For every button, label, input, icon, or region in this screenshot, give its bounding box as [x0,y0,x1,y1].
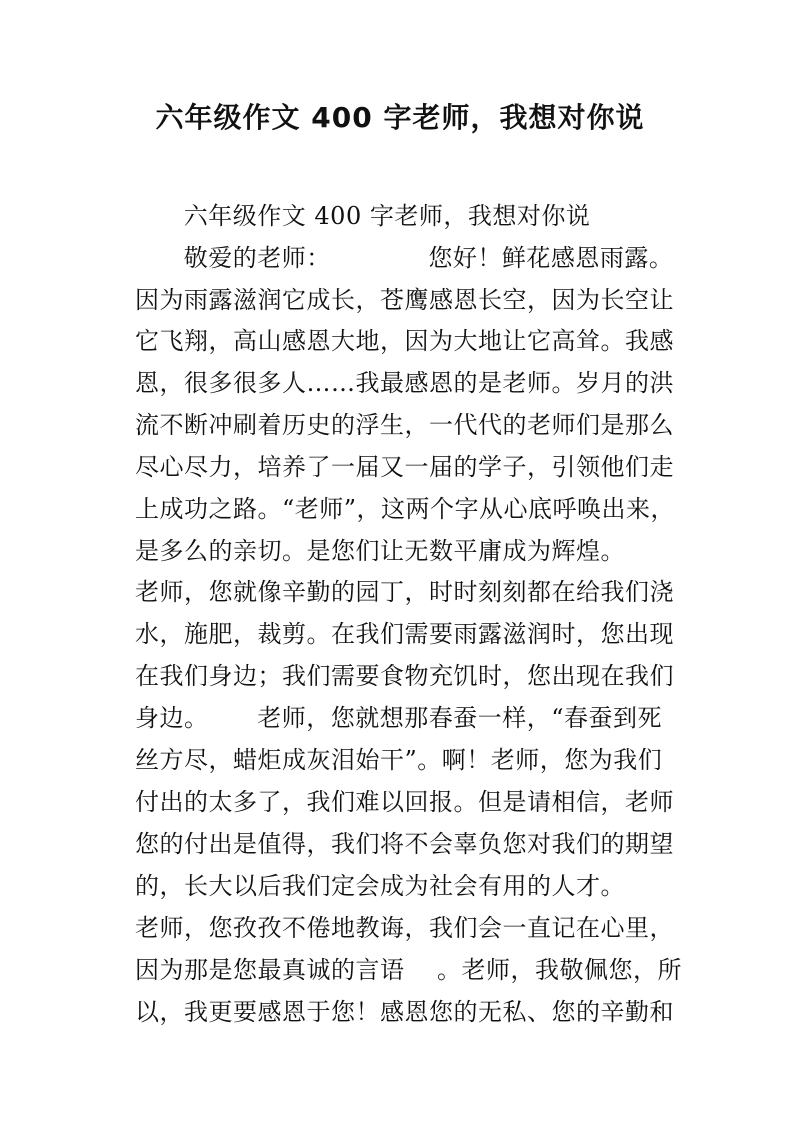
text-line: 老师，您就像辛勤的园丁，时时刻刻都在给我们浇 [135,578,674,606]
text-line: 以，我更要感恩于您！感恩您的无私、您的辛勤和 [135,998,674,1026]
text-line: 六年级作文 400 字老师，我想对你说 [135,202,591,230]
text-line: 它飞翔，高山感恩大地，因为大地让它高耸。我感 [135,327,674,355]
text-line: 因为那是您最真诚的言语 。老师，我敬佩您，所 [135,956,683,984]
text-line: 水，施肥，裁剪。在我们需要雨露滋润时，您出现 [135,620,674,648]
text-line: 的，长大以后我们定会成为社会有用的人才。 [135,872,625,900]
text-line: 流不断冲刷着历史的浮生，一代代的老师们是那么 [135,411,674,439]
text-line: 付出的太多了，我们难以回报。但是请相信，老师 [135,788,674,816]
text-line: 老师，您孜孜不倦地教诲，我们会一直记在心里， [135,914,674,942]
text-line: 丝方尽，蜡炬成灰泪始干”。啊！老师，您为我们 [135,746,663,774]
text-line: 上成功之路。“老师”，这两个字从心底呼唤出来， [135,495,676,523]
text-line: 恩，很多很多人……我最感恩的是老师。岁月的洪 [135,369,674,397]
text-line: 尽心尽力，培养了一届又一届的学子，引领他们走 [135,453,674,481]
text-line: 因为雨露滋润它成长，苍鹰感恩长空，因为长空让 [135,286,674,314]
document-title: 六年级作文 400 字老师，我想对你说 [155,101,645,134]
text-line: 敬爱的老师： 您好！鲜花感恩雨露。 [135,244,674,272]
text-line: 是多么的亲切。是您们让无数平庸成为辉煌。 [135,537,625,565]
text-line: 您的付出是值得，我们将不会辜负您对我们的期望 [135,830,674,858]
text-line: 身边。 老师，您就想那春蚕一样，“春蚕到死 [135,704,663,732]
text-line: 在我们身边；我们需要食物充饥时，您出现在我们 [135,662,674,690]
